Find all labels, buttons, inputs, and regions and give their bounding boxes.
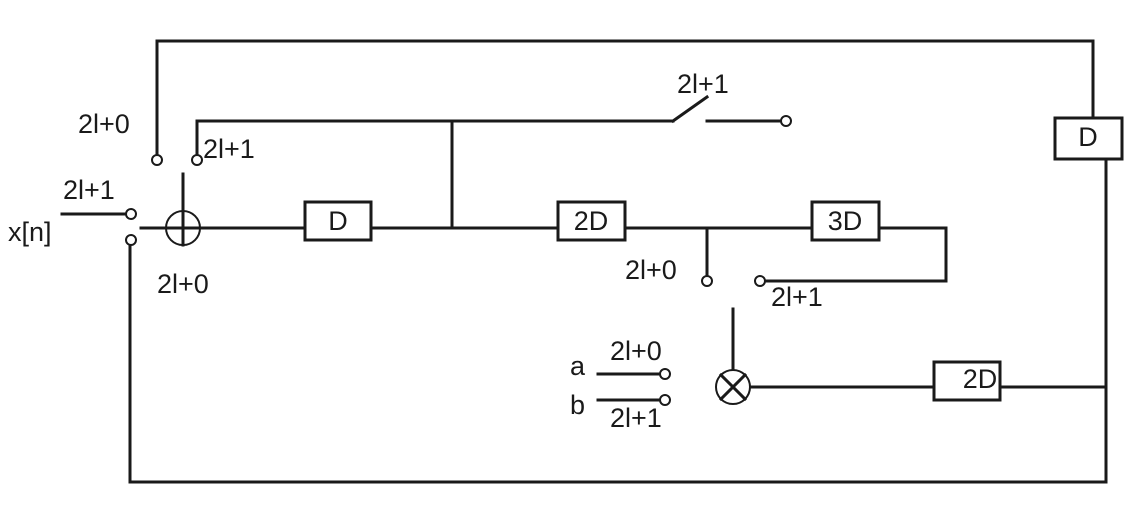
- terminal-mid-2l1: [755, 276, 765, 286]
- svg-text:2D: 2D: [573, 206, 609, 236]
- label-mid-2l1: 2l+1: [771, 282, 823, 312]
- label-top-2l1: 2l+1: [203, 134, 255, 164]
- label-mid-2l0: 2l+0: [625, 255, 677, 285]
- adder: [166, 211, 200, 245]
- svg-text:D: D: [328, 206, 348, 236]
- label-coeff-a: a: [570, 351, 586, 381]
- input-label: x[n]: [8, 217, 52, 247]
- label-coeff-2l1: 2l+1: [610, 403, 662, 433]
- delay-block-3d: [812, 202, 879, 240]
- svg-text:2D: 2D: [962, 364, 998, 394]
- label-coeff-2l0: 2l+0: [610, 336, 662, 366]
- delay-block-d-main: [305, 202, 371, 240]
- svg-text:D: D: [1078, 122, 1098, 152]
- label-upper-switch-2l1: 2l+1: [677, 69, 729, 99]
- terminal-input-2l0: [126, 235, 136, 245]
- terminal-upper-switch: [781, 116, 791, 126]
- delay-block-d-feedback: [1055, 118, 1122, 159]
- delay-block-2d-main: [558, 202, 625, 240]
- terminal-input-2l1: [126, 209, 136, 219]
- label-top-2l0: 2l+0: [78, 109, 130, 139]
- wire-top-feedback: [157, 41, 1093, 155]
- switch-lever-upper: [673, 97, 707, 121]
- terminal-top-2l1: [192, 155, 202, 165]
- delay-block-2d-feedback: [934, 362, 1000, 400]
- label-coeff-b: b: [570, 390, 586, 420]
- terminal-top-2l0: [152, 155, 162, 165]
- label-input-2l1: 2l+1: [63, 175, 115, 205]
- terminal-mid-2l0: [702, 276, 712, 286]
- terminal-coeff-a: [660, 369, 670, 379]
- svg-text:3D: 3D: [827, 206, 863, 236]
- label-input-2l0: 2l+0: [157, 269, 209, 299]
- multiplier: [716, 370, 750, 404]
